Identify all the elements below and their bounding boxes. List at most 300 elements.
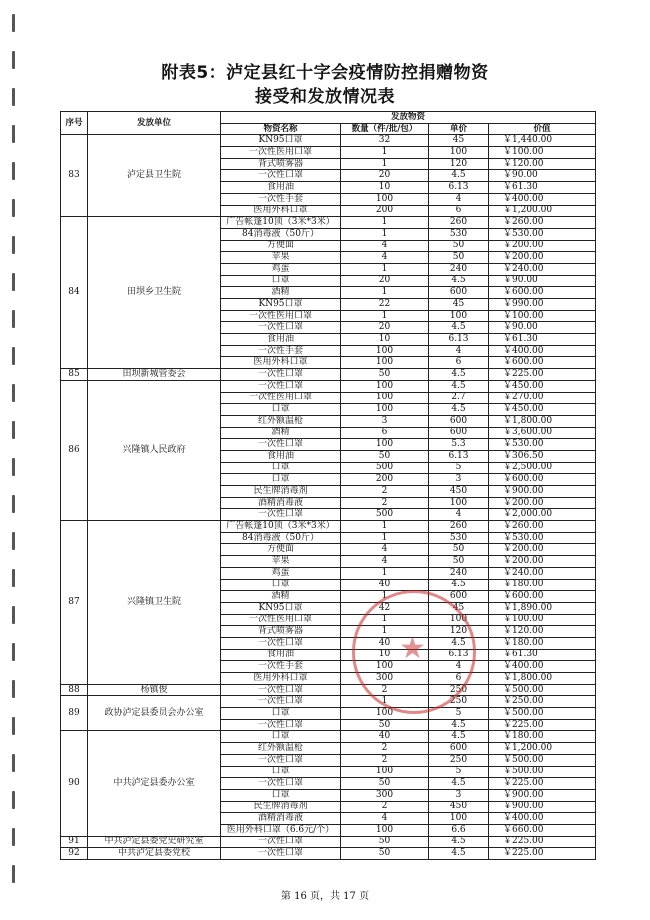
cell-seq: 92	[61, 848, 88, 860]
cell-item-name: 方便面	[221, 240, 341, 252]
cell-price: ￥61.30	[489, 649, 596, 661]
cell-item-name: 口罩	[221, 708, 341, 720]
cell-item-name: 口罩	[221, 579, 341, 591]
cell-qty: 1	[341, 614, 429, 626]
cell-price: ￥120.00	[489, 626, 596, 638]
cell-price: ￥1,800.00	[489, 673, 596, 685]
cell-item-name: 一次性手套	[221, 193, 341, 205]
cell-qty: 200	[341, 205, 429, 217]
cell-price: ￥200.00	[489, 544, 596, 556]
cell-unit-price: 250	[429, 696, 489, 708]
cell-item-name: 一次性口罩	[221, 170, 341, 182]
cell-unit-price: 4.5	[429, 170, 489, 182]
table-header-row	[61, 112, 596, 124]
cell-item-name: 口罩	[221, 462, 341, 474]
cell-unit-price: 4.5	[429, 404, 489, 416]
cell-qty: 4	[341, 544, 429, 556]
cell-qty: 1	[341, 310, 429, 322]
cell-price: ￥600.00	[489, 287, 596, 299]
cell-qty: 10	[341, 649, 429, 661]
cell-price: ￥1,800.00	[489, 415, 596, 427]
cell-price: ￥530.00	[489, 439, 596, 451]
binder-hole	[12, 791, 15, 809]
cell-unit-price: 50	[429, 544, 489, 556]
cell-item-name: 酒精	[221, 427, 341, 439]
cell-item-name: 一次性医用口罩	[221, 392, 341, 404]
binder-hole	[12, 865, 15, 883]
cell-unit-price: 6.13	[429, 649, 489, 661]
cell-item-name: 苹果	[221, 556, 341, 568]
cell-unit-price: 100	[429, 614, 489, 626]
table-row	[61, 731, 596, 743]
cell-unit-price: 260	[429, 521, 489, 533]
cell-price: ￥400.00	[489, 345, 596, 357]
cell-unit-price: 100	[429, 147, 489, 159]
cell-unit-price: 50	[429, 556, 489, 568]
cell-price: ￥600.00	[489, 357, 596, 369]
cell-item-name: 食用油	[221, 334, 341, 346]
cell-unit: 兴隆镇人民政府	[88, 380, 221, 520]
cell-qty: 100	[341, 439, 429, 451]
cell-price: ￥990.00	[489, 299, 596, 311]
cell-unit-price: 4.5	[429, 579, 489, 591]
cell-qty: 3	[341, 415, 429, 427]
cell-qty: 10	[341, 334, 429, 346]
cell-item-name: 口罩	[221, 474, 341, 486]
header-price: 价值	[489, 123, 596, 135]
cell-price: ￥61.30	[489, 334, 596, 346]
cell-unit-price: 5	[429, 462, 489, 474]
cell-price: ￥180.00	[489, 579, 596, 591]
cell-price: ￥240.00	[489, 263, 596, 275]
cell-price: ￥100.00	[489, 614, 596, 626]
cell-qty: 20	[341, 275, 429, 287]
cell-qty: 100	[341, 380, 429, 392]
cell-price: ￥240.00	[489, 567, 596, 579]
cell-item-name: 背式喷雾器	[221, 626, 341, 638]
cell-unit-price: 4.5	[429, 637, 489, 649]
cell-qty: 300	[341, 673, 429, 685]
cell-unit-price: 4	[429, 661, 489, 673]
cell-price: ￥500.00	[489, 766, 596, 778]
cell-qty: 1	[341, 696, 429, 708]
cell-unit-price: 50	[429, 240, 489, 252]
cell-item-name: 一次性医用口罩	[221, 310, 341, 322]
cell-price: ￥180.00	[489, 731, 596, 743]
cell-item-name: 红外额温枪	[221, 415, 341, 427]
cell-price: ￥225.00	[489, 778, 596, 790]
table-row	[61, 521, 596, 533]
cell-qty: 100	[341, 193, 429, 205]
cell-unit-price: 600	[429, 287, 489, 299]
cell-item-name: 酒精消毒液	[221, 813, 341, 825]
binder-hole	[12, 273, 15, 291]
cell-price: ￥400.00	[489, 813, 596, 825]
cell-unit-price: 240	[429, 263, 489, 275]
binder-hole	[12, 495, 15, 513]
binder-hole	[12, 643, 15, 661]
cell-item-name: 一次性口罩	[221, 439, 341, 451]
cell-qty: 100	[341, 392, 429, 404]
cell-seq: 83	[61, 135, 88, 217]
cell-item-name: 一次性口罩	[221, 719, 341, 731]
cell-item-name: 医用外科口罩（6.6元/个）	[221, 824, 341, 836]
cell-item-name: 口罩	[221, 789, 341, 801]
cell-unit-price: 450	[429, 486, 489, 498]
cell-item-name: 一次性口罩	[221, 380, 341, 392]
cell-unit-price: 6.13	[429, 334, 489, 346]
cell-price: ￥600.00	[489, 591, 596, 603]
page-title: 附表5：泸定县红十字会疫情防控捐赠物资	[161, 63, 489, 83]
cell-price: ￥200.00	[489, 556, 596, 568]
cell-unit: 兴隆镇卫生院	[88, 521, 221, 685]
cell-qty: 42	[341, 602, 429, 614]
cell-unit-price: 260	[429, 217, 489, 229]
donation-table	[60, 111, 596, 860]
cell-qty: 50	[341, 719, 429, 731]
binder-hole	[12, 347, 15, 365]
cell-qty: 2	[341, 743, 429, 755]
cell-unit-price: 600	[429, 591, 489, 603]
cell-qty: 2	[341, 684, 429, 696]
cell-price: ￥2,500.00	[489, 462, 596, 474]
cell-qty: 50	[341, 369, 429, 381]
cell-unit-price: 3	[429, 474, 489, 486]
cell-price: ￥450.00	[489, 404, 596, 416]
binder-hole	[12, 310, 15, 328]
cell-qty: 6	[341, 427, 429, 439]
cell-unit-price: 4.5	[429, 380, 489, 392]
cell-qty: 2	[341, 801, 429, 813]
cell-qty: 2	[341, 754, 429, 766]
binder-hole	[12, 236, 15, 254]
cell-unit-price: 4.5	[429, 369, 489, 381]
cell-seq: 87	[61, 521, 88, 685]
cell-item-name: KN95口罩	[221, 299, 341, 311]
cell-qty: 4	[341, 240, 429, 252]
cell-item-name: KN95口罩	[221, 135, 341, 147]
cell-price: ￥225.00	[489, 848, 596, 860]
cell-unit: 田坝乡卫生院	[88, 217, 221, 369]
cell-item-name: 背式喷雾器	[221, 158, 341, 170]
cell-item-name: 酒精消毒液	[221, 497, 341, 509]
cell-unit-price: 120	[429, 158, 489, 170]
cell-item-name: 苹果	[221, 252, 341, 264]
cell-unit-price: 600	[429, 427, 489, 439]
cell-item-name: 医用外科口罩	[221, 673, 341, 685]
cell-qty: 1	[341, 532, 429, 544]
cell-price: ￥306.50	[489, 450, 596, 462]
cell-price: ￥900.00	[489, 801, 596, 813]
cell-unit: 中共泸定县委党史研究室	[88, 836, 221, 848]
cell-item-name: 84消毒液（50斤）	[221, 532, 341, 544]
cell-unit-price: 2.7	[429, 392, 489, 404]
cell-unit-price: 45	[429, 602, 489, 614]
binder-hole	[12, 754, 15, 772]
cell-unit: 政协泸定县委员会办公室	[88, 696, 221, 731]
cell-price: ￥500.00	[489, 708, 596, 720]
cell-qty: 1	[341, 567, 429, 579]
cell-unit: 杨镇俊	[88, 684, 221, 696]
cell-item-name: 一次性口罩	[221, 637, 341, 649]
cell-unit-price: 100	[429, 497, 489, 509]
cell-price: ￥1,440.00	[489, 135, 596, 147]
cell-qty: 4	[341, 556, 429, 568]
cell-unit-price: 4.5	[429, 275, 489, 287]
binder-hole	[12, 421, 15, 439]
cell-qty: 100	[341, 661, 429, 673]
cell-unit-price: 530	[429, 532, 489, 544]
cell-price: ￥100.00	[489, 310, 596, 322]
binder-holes	[8, 0, 22, 920]
cell-qty: 20	[341, 322, 429, 334]
cell-unit-price: 4.5	[429, 836, 489, 848]
cell-seq: 88	[61, 684, 88, 696]
cell-unit-price: 4	[429, 193, 489, 205]
cell-item-name: 方便面	[221, 544, 341, 556]
cell-item-name: 红外额温枪	[221, 743, 341, 755]
official-seal: ★	[352, 590, 476, 714]
cell-seq: 89	[61, 696, 88, 731]
cell-price: ￥530.00	[489, 532, 596, 544]
cell-qty: 500	[341, 509, 429, 521]
cell-unit: 田坝新城管委会	[88, 369, 221, 381]
cell-qty: 1	[341, 217, 429, 229]
page-footer: 第 16 页，共 17 页	[280, 891, 370, 902]
cell-item-name: 民生牌消毒剂	[221, 801, 341, 813]
cell-qty: 22	[341, 299, 429, 311]
cell-qty: 32	[341, 135, 429, 147]
cell-qty: 1	[341, 591, 429, 603]
header-name: 物资名称	[221, 123, 341, 135]
cell-price: ￥90.00	[489, 322, 596, 334]
cell-qty: 100	[341, 766, 429, 778]
cell-unit-price: 120	[429, 626, 489, 638]
cell-item-name: 一次性口罩	[221, 322, 341, 334]
cell-item-name: 酒精	[221, 287, 341, 299]
header-seq: 序号	[61, 112, 88, 135]
cell-seq: 84	[61, 217, 88, 369]
cell-seq: 91	[61, 836, 88, 848]
cell-unit-price: 250	[429, 754, 489, 766]
cell-qty: 100	[341, 708, 429, 720]
cell-item-name: 口罩	[221, 766, 341, 778]
cell-price: ￥1,200.00	[489, 205, 596, 217]
cell-qty: 100	[341, 824, 429, 836]
cell-seq: 90	[61, 731, 88, 836]
cell-unit-price: 45	[429, 299, 489, 311]
cell-unit-price: 600	[429, 743, 489, 755]
cell-unit-price: 450	[429, 801, 489, 813]
cell-unit: 中共泸定县委党校	[88, 848, 221, 860]
header-qty: 数量（件/批/包）	[341, 123, 429, 135]
cell-qty: 4	[341, 813, 429, 825]
cell-unit-price: 50	[429, 252, 489, 264]
cell-price: ￥450.00	[489, 380, 596, 392]
cell-price: ￥660.00	[489, 824, 596, 836]
cell-unit-price: 4.5	[429, 778, 489, 790]
cell-qty: 100	[341, 404, 429, 416]
binder-hole	[12, 162, 15, 180]
cell-qty: 1	[341, 147, 429, 159]
cell-price: ￥225.00	[489, 719, 596, 731]
cell-price: ￥600.00	[489, 474, 596, 486]
cell-unit-price: 250	[429, 684, 489, 696]
cell-qty: 50	[341, 778, 429, 790]
cell-item-name: 医用外科口罩	[221, 205, 341, 217]
cell-unit-price: 6.6	[429, 824, 489, 836]
page-subtitle: 接受和发放情况表	[255, 87, 395, 107]
cell-unit-price: 5.3	[429, 439, 489, 451]
binder-hole	[12, 458, 15, 476]
cell-item-name: 口罩	[221, 731, 341, 743]
table-row	[61, 848, 596, 860]
cell-item-name: 一次性口罩	[221, 778, 341, 790]
cell-unit-price: 4.5	[429, 719, 489, 731]
cell-qty: 1	[341, 158, 429, 170]
binder-hole	[12, 828, 15, 846]
binder-hole	[12, 384, 15, 402]
cell-unit-price: 100	[429, 310, 489, 322]
cell-qty: 40	[341, 637, 429, 649]
cell-price: ￥1,200.00	[489, 743, 596, 755]
cell-price: ￥530.00	[489, 228, 596, 240]
cell-price: ￥61.30	[489, 182, 596, 194]
cell-item-name: 一次性手套	[221, 345, 341, 357]
cell-unit-price: 240	[429, 567, 489, 579]
cell-price: ￥200.00	[489, 252, 596, 264]
binder-hole	[12, 125, 15, 143]
cell-price: ￥260.00	[489, 521, 596, 533]
cell-price: ￥200.00	[489, 240, 596, 252]
cell-price: ￥260.00	[489, 217, 596, 229]
cell-item-name: 食用油	[221, 450, 341, 462]
cell-item-name: 一次性口罩	[221, 696, 341, 708]
cell-item-name: 一次性口罩	[221, 836, 341, 848]
table-row	[61, 836, 596, 848]
binder-hole	[12, 680, 15, 698]
binder-hole	[12, 569, 15, 587]
cell-qty: 100	[341, 357, 429, 369]
cell-price: ￥270.00	[489, 392, 596, 404]
cell-qty: 300	[341, 789, 429, 801]
binder-hole	[12, 717, 15, 735]
cell-item-name: 食用油	[221, 182, 341, 194]
cell-item-name: 酒精	[221, 591, 341, 603]
cell-unit-price: 6	[429, 673, 489, 685]
cell-qty: 40	[341, 579, 429, 591]
cell-unit-price: 4.5	[429, 731, 489, 743]
cell-unit: 中共泸定县委办公室	[88, 731, 221, 836]
cell-item-name: 一次性手套	[221, 661, 341, 673]
cell-price: ￥3,600.00	[489, 427, 596, 439]
cell-qty: 50	[341, 848, 429, 860]
cell-price: ￥250.00	[489, 696, 596, 708]
header-group: 发放物资	[221, 112, 596, 124]
table-row	[61, 369, 596, 381]
cell-price: ￥100.00	[489, 147, 596, 159]
cell-price: ￥500.00	[489, 684, 596, 696]
cell-seq: 85	[61, 369, 88, 381]
cell-item-name: 广告帐篷10顶（3米*3米）	[221, 521, 341, 533]
cell-price: ￥120.00	[489, 158, 596, 170]
cell-unit: 泸定县卫生院	[88, 135, 221, 217]
cell-price: ￥500.00	[489, 754, 596, 766]
cell-qty: 10	[341, 182, 429, 194]
cell-qty: 1	[341, 228, 429, 240]
cell-item-name: 一次性口罩	[221, 754, 341, 766]
cell-unit-price: 5	[429, 766, 489, 778]
cell-unit-price: 6.13	[429, 182, 489, 194]
cell-qty: 4	[341, 252, 429, 264]
cell-item-name: 口罩	[221, 275, 341, 287]
cell-price: ￥400.00	[489, 661, 596, 673]
cell-unit-price: 3	[429, 789, 489, 801]
cell-qty: 1	[341, 521, 429, 533]
table-row	[61, 217, 596, 229]
cell-item-name: 医用外科口罩	[221, 357, 341, 369]
cell-unit-price: 600	[429, 415, 489, 427]
cell-qty: 1	[341, 287, 429, 299]
cell-price: ￥900.00	[489, 789, 596, 801]
cell-qty: 200	[341, 474, 429, 486]
cell-unit-price: 530	[429, 228, 489, 240]
binder-hole	[12, 199, 15, 217]
cell-price: ￥1,890.00	[489, 602, 596, 614]
cell-unit-price: 6	[429, 205, 489, 217]
cell-price: ￥200.00	[489, 497, 596, 509]
cell-item-name: 一次性口罩	[221, 509, 341, 521]
cell-price: ￥225.00	[489, 836, 596, 848]
cell-seq: 86	[61, 380, 88, 520]
table-row	[61, 684, 596, 696]
cell-qty: 50	[341, 836, 429, 848]
cell-item-name: 鸡蛋	[221, 567, 341, 579]
cell-qty: 20	[341, 170, 429, 182]
cell-price: ￥900.00	[489, 486, 596, 498]
header-unit-price: 单价	[429, 123, 489, 135]
cell-price: ￥90.00	[489, 275, 596, 287]
cell-unit-price: 4	[429, 345, 489, 357]
cell-item-name: 一次性口罩	[221, 684, 341, 696]
cell-unit-price: 6.13	[429, 450, 489, 462]
cell-unit-price: 4.5	[429, 848, 489, 860]
cell-item-name: 鸡蛋	[221, 263, 341, 275]
cell-item-name: 食用油	[221, 649, 341, 661]
cell-price: ￥400.00	[489, 193, 596, 205]
cell-item-name: 一次性医用口罩	[221, 147, 341, 159]
header-unit: 发放单位	[88, 112, 221, 135]
cell-item-name: 口罩	[221, 404, 341, 416]
cell-unit-price: 6	[429, 357, 489, 369]
binder-hole	[12, 532, 15, 550]
cell-unit-price: 45	[429, 135, 489, 147]
cell-unit-price: 4.5	[429, 322, 489, 334]
cell-item-name: 一次性医用口罩	[221, 614, 341, 626]
binder-hole	[12, 14, 15, 32]
cell-price: ￥2,000.00	[489, 509, 596, 521]
cell-qty: 1	[341, 626, 429, 638]
cell-item-name: 一次性口罩	[221, 369, 341, 381]
cell-price: ￥180.00	[489, 637, 596, 649]
cell-item-name: 民生牌消毒剂	[221, 486, 341, 498]
cell-qty: 2	[341, 486, 429, 498]
table-row	[61, 135, 596, 147]
cell-qty: 40	[341, 731, 429, 743]
table-row	[61, 380, 596, 392]
cell-qty: 50	[341, 450, 429, 462]
cell-qty: 100	[341, 345, 429, 357]
